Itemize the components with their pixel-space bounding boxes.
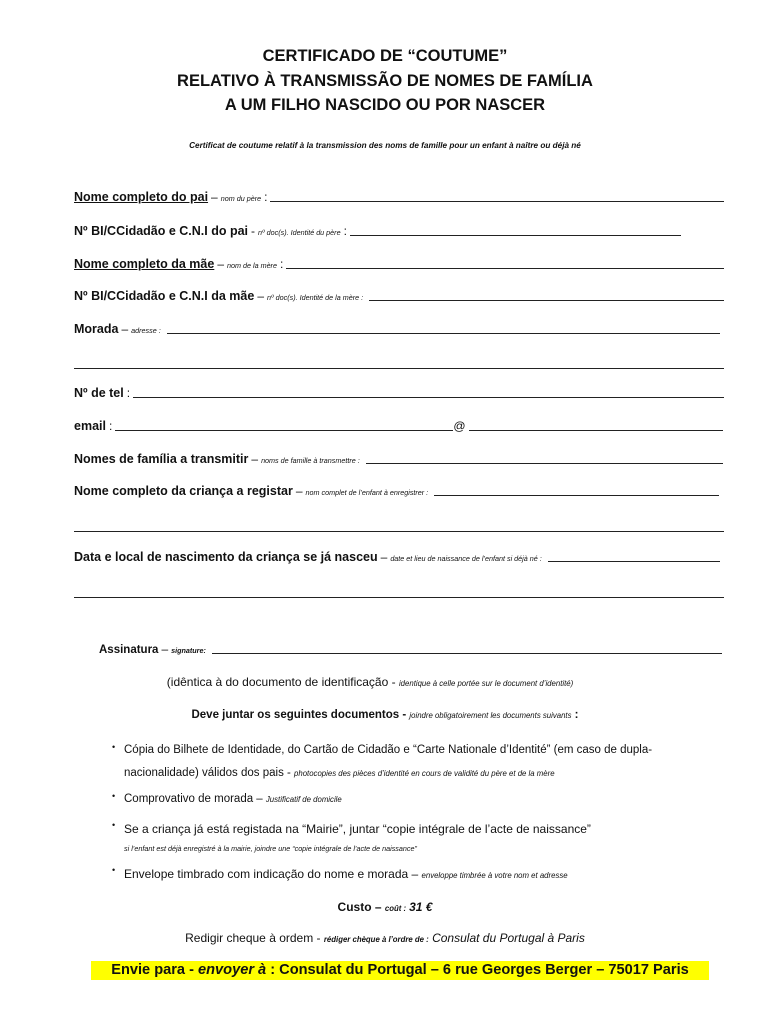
phone-input-line[interactable]	[133, 386, 724, 398]
field-dash: –	[251, 452, 259, 466]
document-item	[112, 742, 653, 756]
field-father-id	[74, 224, 681, 238]
field-dash: –	[295, 484, 303, 498]
document-item	[112, 865, 568, 881]
field-colon: :	[108, 419, 113, 433]
document-item-hint: enveloppe timbrée à votre nom et adresse	[421, 871, 568, 880]
field-family-names	[74, 452, 723, 466]
documents-heading	[0, 705, 770, 723]
field-mother-id	[74, 289, 724, 303]
footer-hint: envoyer à	[198, 962, 267, 978]
field-dash: -	[251, 224, 256, 238]
field-dash: –	[211, 190, 218, 204]
document-item-text: Comprovativo de morada –	[124, 793, 266, 805]
bullet-icon: •	[112, 742, 116, 752]
cost-dash: –	[371, 900, 385, 914]
bullet-icon: •	[112, 865, 116, 875]
field-mother-name	[74, 257, 724, 271]
cheque-hint: rédiger chèque à l’ordre de :	[323, 935, 429, 944]
child-name-input-line-2[interactable]	[74, 531, 724, 532]
address-input-line-2[interactable]	[74, 368, 724, 369]
field-hint: nom de la mère	[227, 261, 277, 270]
field-colon: :	[279, 257, 284, 271]
field-hint: nom du père	[220, 194, 262, 203]
document-item-text: Se a criança já está registada na “Mairie”, juntar “copie intégrale de l’acte de naissance”	[124, 822, 591, 836]
field-colon: :	[126, 386, 131, 400]
title-line-2: RELATIVO À TRANSMISSÃO DE NOMES DE FAMÍLIA	[177, 72, 593, 90]
document-item-text: Envelope timbrado com indicação do nome e morada –	[124, 867, 422, 881]
birth-input-line-2[interactable]	[74, 597, 724, 598]
field-hint: adresse :	[131, 326, 161, 335]
documents-heading-hint: joindre obligatoirement les documents suivants	[409, 711, 572, 720]
field-child-name	[74, 484, 719, 498]
field-birth	[74, 550, 720, 564]
field-hint: nº doc(s). Identité de la mère :	[267, 293, 364, 302]
signature-input-line[interactable]	[212, 642, 722, 654]
subtitle: Certificat de coutume relatif à la transmission des noms de famille pour un enfant à naître ou déjà né	[189, 141, 581, 150]
field-hint: nº doc(s). Identité du père	[258, 228, 341, 237]
document-item	[112, 820, 591, 836]
mother-name-input-line[interactable]	[286, 257, 724, 269]
field-email	[74, 419, 723, 433]
address-input-line[interactable]	[167, 322, 720, 334]
field-dash: –	[380, 550, 388, 564]
document-item-continuation	[124, 767, 555, 779]
cost-value: 31 €	[409, 900, 433, 914]
title-line-1: CERTIFICADO DE “COUTUME”	[262, 47, 508, 65]
title-line-3: A UM FILHO NASCIDO OU POR NASCER	[224, 96, 546, 114]
family-names-input-line[interactable]	[366, 452, 723, 464]
field-dash: –	[161, 642, 169, 656]
field-father-name	[74, 190, 724, 204]
cheque-line	[0, 929, 770, 947]
field-label: Nome completo da criança a registar	[74, 484, 293, 498]
field-label: Morada	[74, 322, 119, 336]
field-hint: signature:	[171, 646, 206, 655]
document-item-hint: si l’enfant est déjà enregistré à la mairie, joindre une “copie intégrale de l’acte de naissance”	[124, 844, 417, 853]
field-dash: –	[217, 257, 225, 271]
document-item-hint: Justificatif de domicile	[265, 795, 342, 804]
signature-label: Assinatura	[99, 644, 159, 656]
field-phone	[74, 386, 724, 400]
document-item-text: nacionalidade) válidos dos pais -	[124, 767, 295, 779]
documents-heading-colon: :	[571, 709, 579, 721]
field-label: Nº BI/CCidadão e C.N.I do pai	[74, 224, 249, 238]
field-label: Nº de tel	[74, 386, 124, 400]
father-name-input-line[interactable]	[270, 190, 724, 202]
documents-heading-text: Deve juntar os seguintes documentos -	[191, 709, 410, 721]
field-dash: –	[121, 322, 129, 336]
email-user-input-line[interactable]	[115, 419, 453, 431]
signature-note-text: (idêntica à do documento de identificação -	[166, 675, 399, 689]
mother-id-input-line[interactable]	[369, 289, 724, 301]
email-domain-input-line[interactable]	[469, 419, 724, 431]
field-label: email	[74, 419, 106, 433]
document-item-text: Cópia do Bilhete de Identidade, do Cartão de Cidadão e “Carte Nationale d’Identité” (em caso de dupla-	[124, 744, 653, 756]
child-name-input-line[interactable]	[434, 484, 719, 496]
field-hint: date et lieu de naissance de l’enfant si déjà né :	[390, 554, 542, 563]
bullet-icon: •	[112, 791, 116, 801]
birth-input-line[interactable]	[548, 550, 720, 562]
cost-label: Custo	[337, 900, 372, 914]
cost-hint: coût :	[384, 904, 407, 913]
footer-address: : Consulat du Portugal – 6 rue Georges Berger – 75017 Paris	[266, 962, 689, 978]
send-to-address	[91, 961, 709, 980]
field-dash: –	[257, 289, 264, 303]
field-signature	[99, 642, 722, 656]
field-colon: :	[343, 224, 347, 238]
document-item-hint: photocopies des pièces d’identité en cours de validité du père et de la mère	[294, 769, 555, 778]
field-hint: nom complet de l’enfant à enregistrer :	[305, 488, 429, 497]
document-item	[112, 791, 342, 805]
cheque-text: Redigir cheque à ordem -	[185, 931, 324, 945]
field-label: Nomes de família a transmitir	[74, 452, 249, 466]
signature-note-hint: identique à celle portée sur le document d’identité)	[398, 679, 574, 688]
field-hint: noms de famille à transmettre :	[261, 456, 360, 465]
email-at-sign: @	[453, 419, 466, 433]
signature-note	[0, 675, 755, 689]
father-id-input-line[interactable]	[350, 224, 681, 236]
field-colon: :	[264, 190, 268, 204]
field-address	[74, 322, 720, 336]
cost-line	[0, 898, 770, 916]
field-label: Nome completo do pai	[74, 190, 209, 204]
field-label: Data e local de nascimento da criança se já nasceu	[74, 550, 378, 564]
footer-prefix: Envie para -	[111, 962, 199, 978]
cheque-payee: Consulat du Portugal à Paris	[428, 931, 585, 945]
field-label: Nº BI/CCidadão e C.N.I da mãe	[74, 289, 255, 303]
bullet-icon: •	[112, 820, 116, 830]
field-label: Nome completo da mãe	[74, 257, 215, 271]
